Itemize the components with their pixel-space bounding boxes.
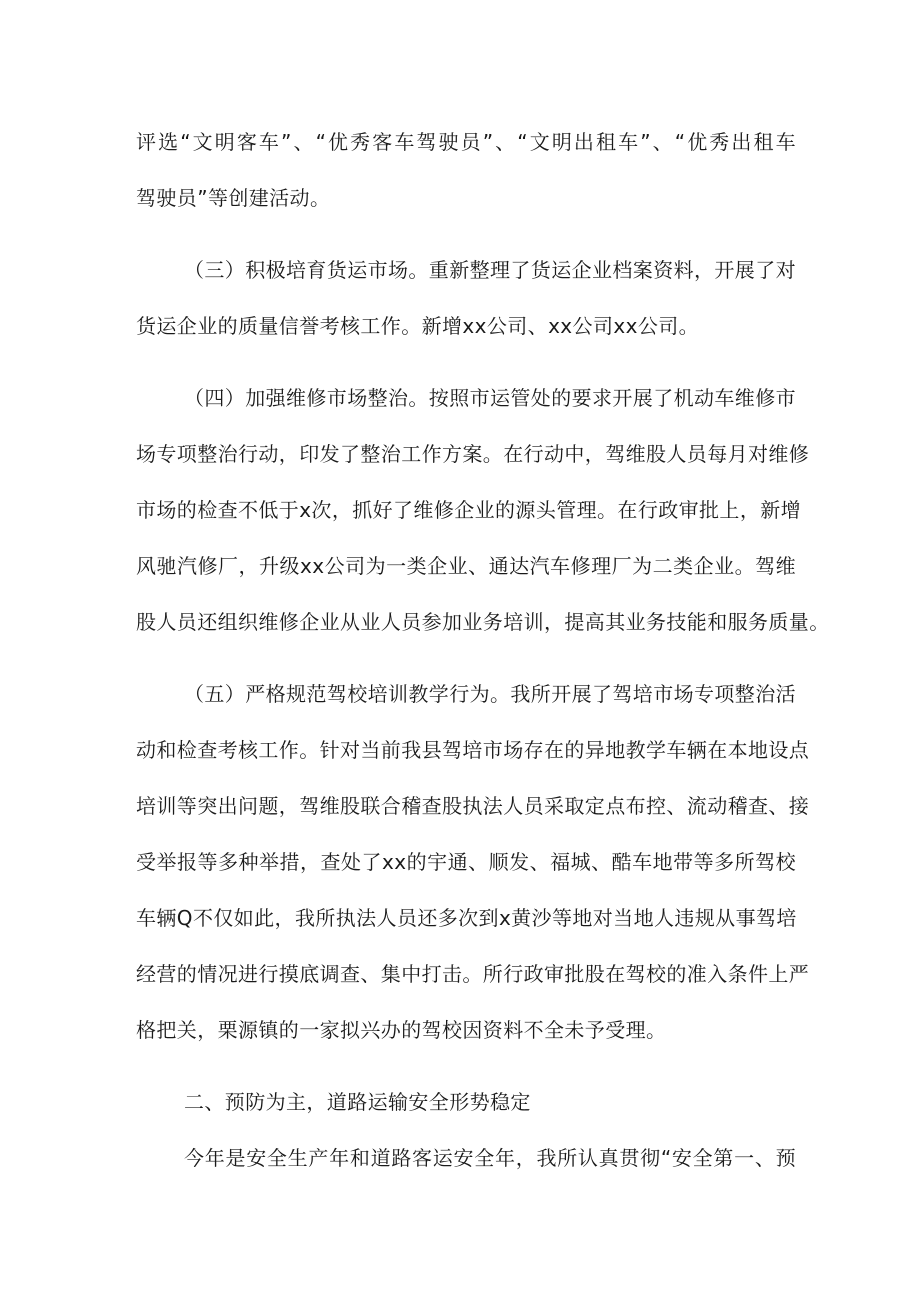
paragraph-1-line-1: 评选“文明客车”、“优秀客车驾驶员”、“文明出租车”、“优秀出租车 — [136, 130, 796, 154]
paragraph-4-line-3: 培训等突出问题，驾维股联合稽查股执法人员采取定点布控、流动稽查、接 — [136, 794, 810, 818]
section-heading: 二、预防为主，道路运输安全形势稳定 — [184, 1090, 531, 1114]
paragraph-1-line-2: 驾驶员”等创建活动。 — [136, 186, 331, 210]
paragraph-3-line-3: 市场的检查不低于x次，抓好了维修企业的源头管理。在行政审批上，新增 — [136, 498, 802, 522]
paragraph-4-line-4: 受举报等多种举措，查处了xx的宇通、顺发、福城、酷车地带等多所驾校 — [136, 850, 796, 874]
paragraph-4-line-5: 车辆Q不仅如此，我所执法人员还多次到x黄沙等地对当地人违规从事驾培 — [136, 906, 797, 930]
paragraph-6-line-1: 今年是安全生产年和道路客运安全年，我所认真贯彻“安全第一、预 — [184, 1146, 796, 1170]
paragraph-4-line-1: （五）严格规范驾校培训教学行为。我所开展了驾培市场专项整治活 — [184, 682, 796, 706]
paragraph-4-line-7: 格把关，栗源镇的一家拟兴办的驾校因资料不全未予受理。 — [136, 1018, 667, 1042]
paragraph-3-line-2: 场专项整治行动，印发了整治工作方案。在行动中，驾维股人员每月对维修 — [136, 442, 810, 466]
paragraph-2-line-1: （三）积极培育货运市场。重新整理了货运企业档案资料，开展了对 — [184, 258, 796, 282]
paragraph-3-line-5: 股人员还组织维修企业从业人员参加业务培训，提高其业务技能和服务质量。 — [136, 610, 830, 634]
paragraph-4-line-2: 动和检查考核工作。针对当前我县驾培市场存在的异地教学车辆在本地设点 — [136, 738, 810, 762]
paragraph-4-line-6: 经营的情况进行摸底调查、集中打击。所行政审批股在驾校的准入条件上严 — [136, 962, 810, 986]
paragraph-3-line-4: 风驰汽修厂，升级xx公司为一类企业、通达汽车修理厂为二类企业。驾维 — [136, 554, 796, 578]
paragraph-3-line-1: （四）加强维修市场整治。按照市运管处的要求开展了机动车维修市 — [184, 386, 796, 410]
paragraph-2-line-2: 货运企业的质量信誉考核工作。新增xx公司、xx公司xx公司。 — [136, 314, 700, 338]
